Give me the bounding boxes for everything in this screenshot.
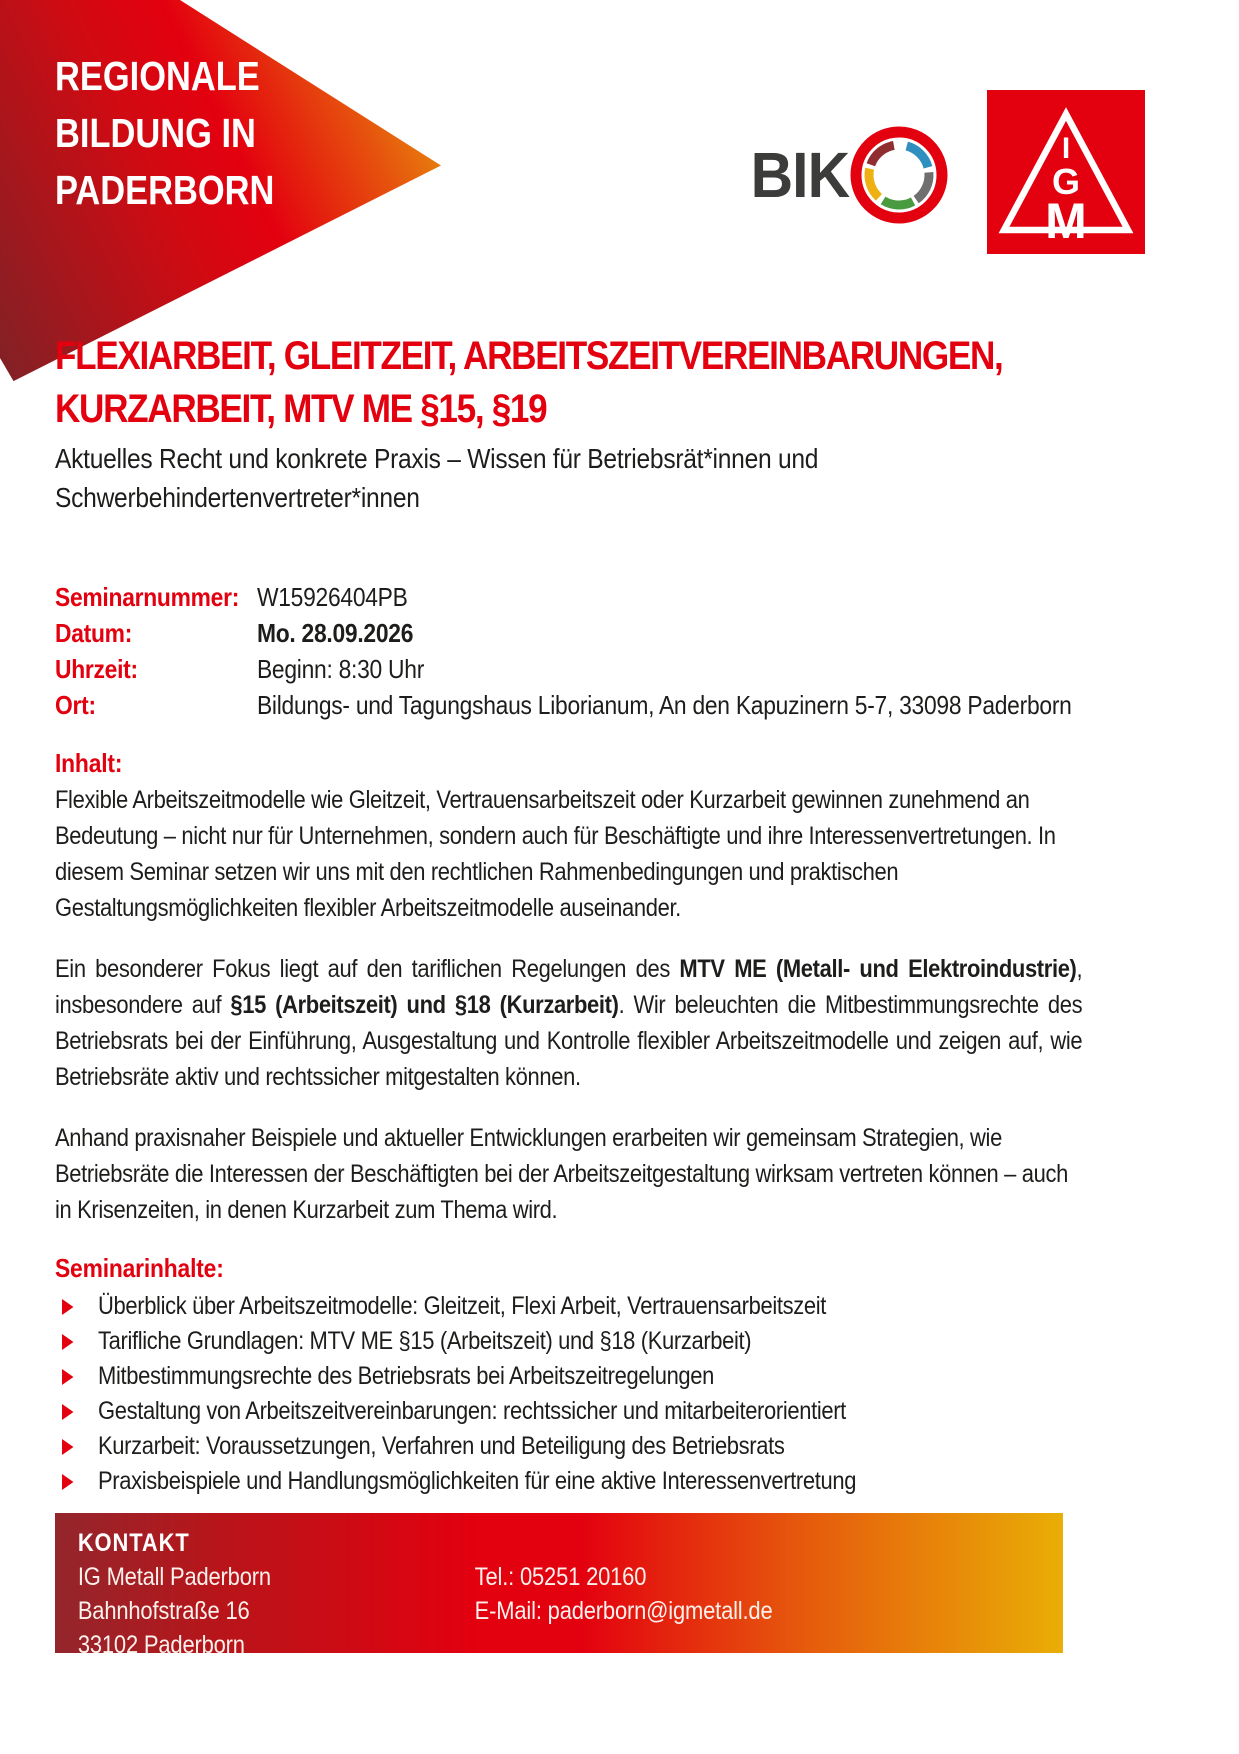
bullet-triangle-icon bbox=[62, 1334, 73, 1350]
subtitle-line: Schwerbehindertenvertreter*innen bbox=[55, 482, 420, 513]
brand-text-line: REGIONALE bbox=[55, 53, 260, 99]
list-item bbox=[55, 1289, 1082, 1324]
list-item-text: Kurzarbeit: Voraussetzungen, Verfahren und Beteiligung des Betriebsrats bbox=[98, 1432, 785, 1460]
detail-row bbox=[55, 615, 1082, 651]
seminar-subtitle bbox=[55, 439, 1082, 517]
biko-ring-icon bbox=[849, 125, 949, 225]
seminar-details bbox=[55, 579, 1082, 723]
seminar-title-line-1: FLEXIARBEIT, GLEITZEIT, ARBEITSZEITVEREINBARUNGEN, bbox=[55, 334, 1003, 378]
list-item-text: Praxisbeispiele und Handlungsmöglichkeiten für eine aktive Interessenvertretung bbox=[98, 1467, 857, 1495]
kontakt-heading: KONTAKT bbox=[77, 1529, 190, 1557]
header-logos bbox=[742, 90, 1145, 259]
list-item bbox=[55, 1394, 1082, 1429]
ig-metall-triangle-icon bbox=[987, 90, 1145, 254]
footer-contact bbox=[475, 1560, 773, 1662]
seminarinhalte-heading: Seminarinhalte: bbox=[55, 1253, 224, 1283]
biko-logo bbox=[742, 125, 949, 225]
svg-text:I: I bbox=[1062, 132, 1071, 165]
list-item bbox=[55, 1429, 1082, 1464]
list-item-text: Überblick über Arbeitszeitmodelle: Gleitzeit, Flexi Arbeit, Vertrauensarbeitszeit bbox=[98, 1292, 826, 1320]
inhalt-paragraph-3: Anhand praxisnaher Beispiele und aktueller Entwicklungen erarbeiten wir gemeinsam Strategien, wie Betriebsräte die Interessen der Beschäftigten bei der Arbeitszeitgestaltung wirksam vertreten können – auch in Krisenzeiten, in denen Kurzarbeit zum Thema wird. bbox=[55, 1124, 1068, 1224]
phone-line: Tel.: 05251 20160 bbox=[474, 1563, 647, 1591]
subtitle-line: Aktuelles Recht und konkrete Praxis – Wissen für Betriebsrät*innen und bbox=[55, 443, 819, 474]
detail-value: Bildungs- und Tagungshaus Liborianum, An den Kapuzinern 5-7, 33098 Paderborn bbox=[256, 690, 1072, 720]
detail-label: Datum: bbox=[55, 618, 133, 648]
footer-address bbox=[78, 1560, 475, 1662]
detail-value: W15926404PB bbox=[256, 582, 408, 612]
detail-value: Mo. 28.09.2026 bbox=[256, 618, 414, 648]
detail-label: Uhrzeit: bbox=[55, 654, 138, 684]
bullet-triangle-icon bbox=[62, 1404, 73, 1420]
address-line: IG Metall Paderborn bbox=[77, 1563, 271, 1591]
bullet-triangle-icon bbox=[62, 1474, 73, 1490]
list-item-text: Gestaltung von Arbeitszeitvereinbarungen: rechtssicher und mitarbeiterorientiert bbox=[98, 1397, 846, 1425]
biko-logo-text: BIK bbox=[750, 138, 850, 211]
bullet-triangle-icon bbox=[62, 1299, 73, 1315]
paragraph-segment: , insbesondere auf bbox=[55, 955, 1083, 1019]
list-item-text: Mitbestimmungsrechte des Betriebsrats bei Arbeitszeitregelungen bbox=[98, 1362, 714, 1390]
content-column bbox=[55, 330, 1083, 1659]
svg-text:G: G bbox=[1052, 161, 1081, 202]
inhalt-paragraph-2 bbox=[55, 951, 1082, 1095]
bullet-triangle-icon bbox=[62, 1369, 73, 1385]
detail-label: Ort: bbox=[55, 690, 96, 720]
address-line: 33102 Paderborn bbox=[77, 1631, 245, 1659]
footer-columns bbox=[78, 1560, 1063, 1662]
list-item bbox=[55, 1324, 1082, 1359]
list-item-text: Tarifliche Grundlagen: MTV ME §15 (Arbeitszeit) und §18 (Kurzarbeit) bbox=[98, 1327, 752, 1355]
detail-row bbox=[55, 687, 1082, 723]
address-line: Bahnhofstraße 16 bbox=[77, 1597, 250, 1625]
paragraph-segment-bold: §15 (Arbeitszeit) und §18 (Kurzarbeit) bbox=[230, 991, 619, 1019]
brand-text-line: BILDUNG IN bbox=[55, 110, 256, 156]
detail-row bbox=[55, 579, 1082, 615]
contact-footer bbox=[55, 1513, 1063, 1659]
svg-text:M: M bbox=[1045, 193, 1088, 249]
email-line: E-Mail: paderborn@igmetall.de bbox=[474, 1597, 773, 1625]
list-item bbox=[55, 1359, 1082, 1394]
inhalt-paragraph-1: Flexible Arbeitszeitmodelle wie Gleitzeit, Vertrauensarbeitszeit oder Kurzarbeit gewinnen zunehmend an Bedeutung – nicht nur für Unternehmen, sondern auch für Beschäftigte und ihre Interessenvertretungen. In diesem Seminar setzen wir uns mit den rechtlichen Rahmenbedingungen und praktischen Gestaltungsmöglichkeiten flexibler Arbeitszeitmodelle auseinander. bbox=[55, 786, 1056, 922]
seminar-topics-list bbox=[55, 1289, 1082, 1499]
paragraph-segment: Ein besonderer Fokus liegt auf den tariflichen Regelungen des bbox=[55, 955, 680, 983]
brand-text-line: PADERBORN bbox=[55, 167, 275, 213]
inhalt-heading: Inhalt: bbox=[55, 748, 123, 778]
detail-label: Seminarnummer: bbox=[55, 582, 240, 612]
paragraph-segment-bold: MTV ME (Metall- und Elektroindustrie) bbox=[679, 955, 1077, 983]
detail-row bbox=[55, 651, 1082, 687]
paragraph-segment: . Wir beleuchten die Mitbestimmungsrechte des Betriebsrats bei der Einführung, Ausgestaltung und Kontrolle flexibler Arbeitszeitmodelle und zeigen auf, wie Betriebsräte aktiv und rechtssicher mitgestalten können. bbox=[55, 991, 1083, 1091]
brand-text bbox=[55, 48, 274, 219]
seminar-title-line-2: KURZARBEIT, MTV ME §15, §19 bbox=[55, 387, 547, 431]
detail-value: Beginn: 8:30 Uhr bbox=[256, 654, 425, 684]
bullet-triangle-icon bbox=[62, 1439, 73, 1455]
ig-metall-logo bbox=[987, 90, 1145, 259]
list-item bbox=[55, 1464, 1082, 1499]
